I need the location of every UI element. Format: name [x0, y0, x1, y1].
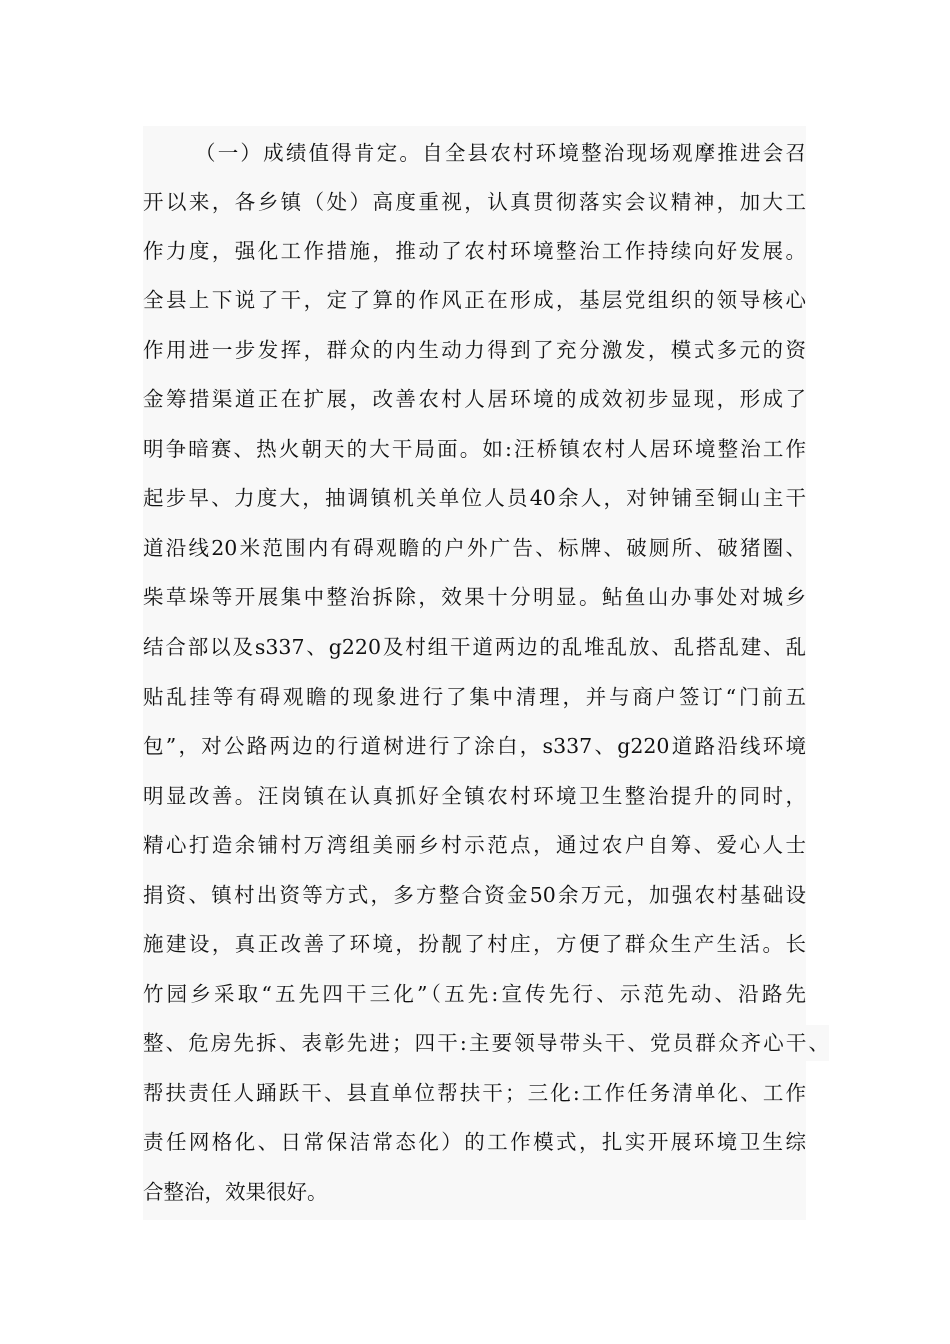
- paragraph-line: 柴草垛等开展集中整治拆除，效果十分明显。鲇鱼山办事处对城乡: [143, 585, 806, 609]
- paragraph-line: 作用进一步发挥，群众的内生动力得到了充分激发，模式多元的资: [143, 338, 806, 362]
- paragraph-line: 捐资、镇村出资等方式，多方整合资金50余万元，加强农村基础设: [143, 883, 806, 907]
- paragraph-line: 作力度，强化工作措施，推动了农村环境整治工作持续向好发展。: [143, 239, 806, 263]
- paragraph-line: 施建设，真正改善了环境，扮靓了村庄，方便了群众生产生活。长: [143, 932, 806, 956]
- paragraph-line: 整、危房先拆、表彰先进；四干:主要领导带头干、党员群众齐心干、: [143, 1025, 829, 1061]
- paragraph-line: 贴乱挂等有碍观瞻的现象进行了集中清理，并与商户签订“门前五: [143, 685, 806, 709]
- paragraph-line: 明争暗赛、热火朝天的大干局面。如:汪桥镇农村人居环境整治工作: [143, 437, 806, 461]
- paragraph-line: 开以来，各乡镇（处）高度重视，认真贯彻落实会议精神，加大工: [143, 190, 806, 214]
- body-paragraph: [143, 126, 829, 1220]
- paragraph-line: 全县上下说了干，定了算的作风正在形成，基层党组织的领导核心: [143, 288, 806, 312]
- paragraph-line: （一）成绩值得肯定。自全县农村环境整治现场观摩推进会召: [195, 141, 806, 165]
- paragraph-line: 包”，对公路两边的行道树进行了涂白，s337、g220道路沿线环境: [143, 734, 806, 758]
- paragraph-line: 明显改善。汪岗镇在认真抓好全镇农村环境卫生整治提升的同时，: [143, 784, 806, 808]
- paragraph-line: 起步早、力度大，抽调镇机关单位人员40余人，对钟铺至铜山主干: [143, 486, 806, 510]
- paragraph-line: 道沿线20米范围内有碍观瞻的户外广告、标牌、破厕所、破猪圈、: [143, 536, 806, 560]
- paragraph-line: 金筹措渠道正在扩展，改善农村人居环境的成效初步显现，形成了: [143, 387, 806, 411]
- paragraph-line: 责任网格化、日常保洁常态化）的工作模式，扎实开展环境卫生综: [143, 1130, 806, 1154]
- paragraph-line: 帮扶责任人踊跃干、县直单位帮扶干；三化:工作任务清单化、工作: [143, 1081, 806, 1105]
- paragraph-line: 精心打造余铺村万湾组美丽乡村示范点，通过农户自筹、爱心人士: [143, 833, 806, 857]
- paragraph-line: 合整治，效果很好。: [143, 1180, 328, 1204]
- paragraph-line: 结合部以及s337、g220及村组干道两边的乱堆乱放、乱搭乱建、乱: [143, 635, 806, 659]
- paragraph-line: 竹园乡采取“五先四干三化”（五先:宣传先行、示范先动、沿路先: [143, 982, 806, 1006]
